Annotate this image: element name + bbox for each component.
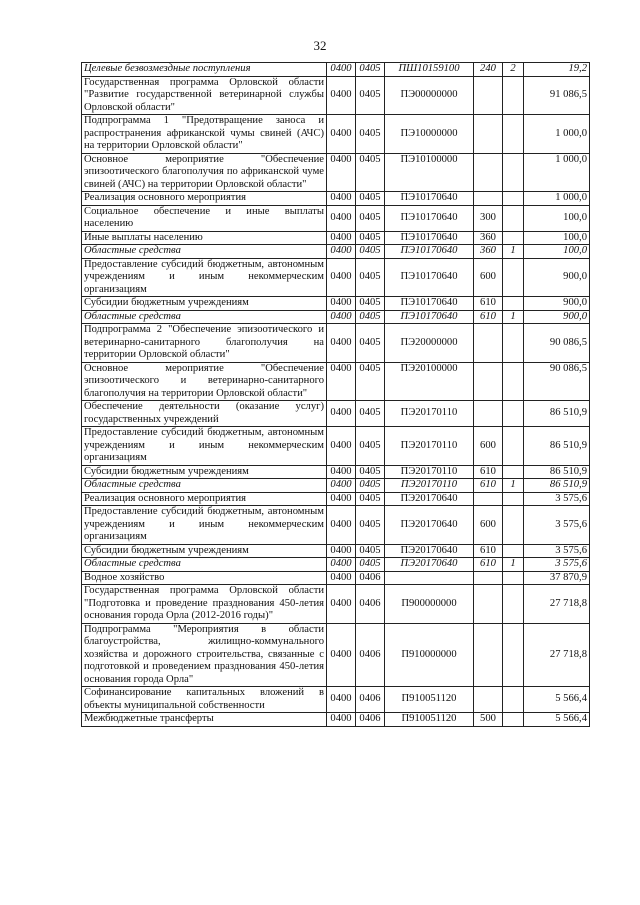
- funding-group-cell: [503, 687, 524, 713]
- expense-type-cell: [474, 153, 503, 192]
- table-row: [82, 401, 590, 427]
- table-row: [82, 492, 590, 506]
- amount-cell: 86 510,9: [524, 479, 590, 493]
- row-name-cell: Софинансирование капитальных вложений в объекты муниципальной собственности: [82, 687, 327, 713]
- table-row: [82, 324, 590, 363]
- row-name-cell: Реализация основного мероприятия: [82, 192, 327, 206]
- expense-type-cell: [474, 687, 503, 713]
- funding-group-cell: [503, 544, 524, 558]
- target-article-cell: ПЭ20170640: [385, 506, 474, 545]
- expense-type-cell: [474, 76, 503, 115]
- amount-cell: 1 000,0: [524, 115, 590, 154]
- table-row: [82, 427, 590, 466]
- target-article-cell: ПЭ20170110: [385, 427, 474, 466]
- target-article-cell: [385, 571, 474, 585]
- subsection-code-cell: 0405: [356, 492, 385, 506]
- expense-type-cell: 240: [474, 63, 503, 77]
- target-article-cell: ПЭ20000000: [385, 324, 474, 363]
- section-code-cell: 0400: [327, 713, 356, 727]
- table-row: [82, 63, 590, 77]
- table-row: [82, 544, 590, 558]
- subsection-code-cell: 0405: [356, 479, 385, 493]
- target-article-cell: ПЭ10170640: [385, 245, 474, 259]
- table-row: [82, 571, 590, 585]
- subsection-code-cell: 0405: [356, 506, 385, 545]
- funding-group-cell: 1: [503, 558, 524, 572]
- expense-type-cell: [474, 115, 503, 154]
- table-row: [82, 192, 590, 206]
- expense-type-cell: 600: [474, 506, 503, 545]
- funding-group-cell: 1: [503, 479, 524, 493]
- section-code-cell: 0400: [327, 465, 356, 479]
- expense-type-cell: 600: [474, 258, 503, 297]
- amount-cell: 900,0: [524, 297, 590, 311]
- funding-group-cell: [503, 713, 524, 727]
- subsection-code-cell: 0405: [356, 465, 385, 479]
- subsection-code-cell: 0406: [356, 571, 385, 585]
- amount-cell: 900,0: [524, 258, 590, 297]
- row-name-cell: Субсидии бюджетным учреждениям: [82, 297, 327, 311]
- target-article-cell: ПЭ20100000: [385, 362, 474, 401]
- funding-group-cell: [503, 362, 524, 401]
- subsection-code-cell: 0406: [356, 713, 385, 727]
- amount-cell: 100,0: [524, 205, 590, 231]
- expense-type-cell: 610: [474, 465, 503, 479]
- table-row: [82, 713, 590, 727]
- target-article-cell: ПЭ10170640: [385, 258, 474, 297]
- section-code-cell: 0400: [327, 492, 356, 506]
- table-row: [82, 245, 590, 259]
- table-row: [82, 479, 590, 493]
- section-code-cell: 0400: [327, 558, 356, 572]
- amount-cell: 100,0: [524, 231, 590, 245]
- table-row: [82, 362, 590, 401]
- expense-type-cell: [474, 362, 503, 401]
- table-row: [82, 153, 590, 192]
- target-article-cell: ПЭ10170640: [385, 231, 474, 245]
- subsection-code-cell: 0405: [356, 324, 385, 363]
- expense-type-cell: [474, 324, 503, 363]
- funding-group-cell: [503, 76, 524, 115]
- target-article-cell: ПЭ10170640: [385, 297, 474, 311]
- amount-cell: 3 575,6: [524, 558, 590, 572]
- table-row: [82, 76, 590, 115]
- subsection-code-cell: 0405: [356, 427, 385, 466]
- target-article-cell: П910051120: [385, 713, 474, 727]
- subsection-code-cell: 0405: [356, 192, 385, 206]
- amount-cell: 86 510,9: [524, 427, 590, 466]
- page-number: 32: [313, 38, 327, 53]
- row-name-cell: Областные средства: [82, 558, 327, 572]
- funding-group-cell: [503, 585, 524, 624]
- amount-cell: 37 870,9: [524, 571, 590, 585]
- section-code-cell: 0400: [327, 687, 356, 713]
- row-name-cell: Областные средства: [82, 479, 327, 493]
- subsection-code-cell: 0405: [356, 558, 385, 572]
- funding-group-cell: [503, 258, 524, 297]
- subsection-code-cell: 0405: [356, 297, 385, 311]
- expense-type-cell: 360: [474, 231, 503, 245]
- section-code-cell: 0400: [327, 245, 356, 259]
- section-code-cell: 0400: [327, 115, 356, 154]
- expense-type-cell: 610: [474, 544, 503, 558]
- row-name-cell: Подпрограмма 1 "Предотвращение заноса и распространения африканской чумы свиней (АЧС) на территории Орловской области": [82, 115, 327, 154]
- expense-type-cell: [474, 571, 503, 585]
- section-code-cell: 0400: [327, 63, 356, 77]
- row-name-cell: Иные выплаты населению: [82, 231, 327, 245]
- amount-cell: 90 086,5: [524, 324, 590, 363]
- section-code-cell: 0400: [327, 544, 356, 558]
- section-code-cell: 0400: [327, 401, 356, 427]
- subsection-code-cell: 0405: [356, 231, 385, 245]
- row-name-cell: Предоставление субсидий бюджетным, автономным учреждениям и иным некоммерческим организациям: [82, 506, 327, 545]
- section-code-cell: 0400: [327, 192, 356, 206]
- amount-cell: 27 718,8: [524, 585, 590, 624]
- expense-type-cell: [474, 492, 503, 506]
- row-name-cell: Предоставление субсидий бюджетным, автономным учреждениям и иным некоммерческим организациям: [82, 427, 327, 466]
- funding-group-cell: [503, 115, 524, 154]
- section-code-cell: 0400: [327, 76, 356, 115]
- funding-group-cell: [503, 153, 524, 192]
- expense-type-cell: [474, 585, 503, 624]
- target-article-cell: ПЭ20170110: [385, 465, 474, 479]
- row-name-cell: Предоставление субсидий бюджетным, автономным учреждениям и иным некоммерческим организациям: [82, 258, 327, 297]
- table-row: [82, 310, 590, 324]
- expense-type-cell: 300: [474, 205, 503, 231]
- target-article-cell: П910000000: [385, 623, 474, 687]
- section-code-cell: 0400: [327, 310, 356, 324]
- target-article-cell: ПЭ00000000: [385, 76, 474, 115]
- table-row: [82, 687, 590, 713]
- amount-cell: 5 566,4: [524, 687, 590, 713]
- target-article-cell: ПЭ20170640: [385, 492, 474, 506]
- subsection-code-cell: 0405: [356, 205, 385, 231]
- funding-group-cell: [503, 192, 524, 206]
- expense-type-cell: 360: [474, 245, 503, 259]
- amount-cell: 27 718,8: [524, 623, 590, 687]
- target-article-cell: П900000000: [385, 585, 474, 624]
- table-row: [82, 585, 590, 624]
- amount-cell: 19,2: [524, 63, 590, 77]
- table-row: [82, 205, 590, 231]
- row-name-cell: Субсидии бюджетным учреждениям: [82, 544, 327, 558]
- expense-type-cell: [474, 623, 503, 687]
- row-name-cell: Обеспечение деятельности (оказание услуг) государственных учреждений: [82, 401, 327, 427]
- amount-cell: 86 510,9: [524, 465, 590, 479]
- target-article-cell: ПШ10159100: [385, 63, 474, 77]
- section-code-cell: 0400: [327, 324, 356, 363]
- funding-group-cell: [503, 231, 524, 245]
- funding-group-cell: [503, 401, 524, 427]
- funding-group-cell: [503, 297, 524, 311]
- row-name-cell: Подпрограмма 2 "Обеспечение эпизоотического и ветеринарно-санитарного благополучия на территории Орловской области": [82, 324, 327, 363]
- expense-type-cell: [474, 401, 503, 427]
- row-name-cell: Основное мероприятие "Обеспечение эпизоотического благополучия по африканской чуме свиней (АЧС) на территории Орловской области": [82, 153, 327, 192]
- target-article-cell: ПЭ20170110: [385, 479, 474, 493]
- funding-group-cell: [503, 324, 524, 363]
- table-row: [82, 258, 590, 297]
- amount-cell: 900,0: [524, 310, 590, 324]
- section-code-cell: 0400: [327, 427, 356, 466]
- target-article-cell: ПЭ20170640: [385, 544, 474, 558]
- row-name-cell: Подпрограмма "Мероприятия в области благоустройства, жилищно-коммунального хозяйства и дорожного строительства, связанные с подготовкой и проведением празднования 450-летия основания города Орла": [82, 623, 327, 687]
- subsection-code-cell: 0405: [356, 362, 385, 401]
- row-name-cell: Социальное обеспечение и иные выплаты населению: [82, 205, 327, 231]
- section-code-cell: 0400: [327, 585, 356, 624]
- subsection-code-cell: 0405: [356, 310, 385, 324]
- subsection-code-cell: 0405: [356, 245, 385, 259]
- row-name-cell: Государственная программа Орловской области "Развитие государственной ветеринарной службы Орловской области": [82, 76, 327, 115]
- section-code-cell: 0400: [327, 153, 356, 192]
- subsection-code-cell: 0405: [356, 258, 385, 297]
- expense-type-cell: 500: [474, 713, 503, 727]
- subsection-code-cell: 0405: [356, 76, 385, 115]
- amount-cell: 5 566,4: [524, 713, 590, 727]
- row-name-cell: Целевые безвозмездные поступления: [82, 63, 327, 77]
- target-article-cell: П910051120: [385, 687, 474, 713]
- subsection-code-cell: 0406: [356, 585, 385, 624]
- row-name-cell: Основное мероприятие "Обеспечение эпизоотического и ветеринарно-санитарного благополучия на территории Орловской области": [82, 362, 327, 401]
- target-article-cell: ПЭ20170640: [385, 558, 474, 572]
- funding-group-cell: [503, 205, 524, 231]
- funding-group-cell: [503, 506, 524, 545]
- amount-cell: 86 510,9: [524, 401, 590, 427]
- funding-group-cell: [503, 427, 524, 466]
- section-code-cell: 0400: [327, 231, 356, 245]
- funding-group-cell: 2: [503, 63, 524, 77]
- row-name-cell: Водное хозяйство: [82, 571, 327, 585]
- section-code-cell: 0400: [327, 205, 356, 231]
- row-name-cell: Субсидии бюджетным учреждениям: [82, 465, 327, 479]
- section-code-cell: 0400: [327, 258, 356, 297]
- funding-group-cell: [503, 571, 524, 585]
- expense-type-cell: 610: [474, 297, 503, 311]
- table-row: [82, 558, 590, 572]
- section-code-cell: 0400: [327, 297, 356, 311]
- section-code-cell: 0400: [327, 479, 356, 493]
- row-name-cell: Областные средства: [82, 310, 327, 324]
- target-article-cell: ПЭ10170640: [385, 205, 474, 231]
- row-name-cell: Межбюджетные трансферты: [82, 713, 327, 727]
- table-row: [82, 115, 590, 154]
- expense-type-cell: [474, 192, 503, 206]
- expense-type-cell: 610: [474, 558, 503, 572]
- funding-group-cell: [503, 465, 524, 479]
- budget-table-body: [82, 63, 590, 727]
- subsection-code-cell: 0405: [356, 63, 385, 77]
- row-name-cell: Государственная программа Орловской области "Подготовка и проведение празднования 450-летия основания города Орла (2012-2016 годы)": [82, 585, 327, 624]
- row-name-cell: Реализация основного мероприятия: [82, 492, 327, 506]
- amount-cell: 91 086,5: [524, 76, 590, 115]
- funding-group-cell: 1: [503, 310, 524, 324]
- expense-type-cell: 600: [474, 427, 503, 466]
- amount-cell: 3 575,6: [524, 506, 590, 545]
- target-article-cell: ПЭ10170640: [385, 192, 474, 206]
- amount-cell: 1 000,0: [524, 192, 590, 206]
- subsection-code-cell: 0406: [356, 687, 385, 713]
- amount-cell: 100,0: [524, 245, 590, 259]
- amount-cell: 1 000,0: [524, 153, 590, 192]
- amount-cell: 3 575,6: [524, 492, 590, 506]
- subsection-code-cell: 0406: [356, 623, 385, 687]
- target-article-cell: ПЭ10000000: [385, 115, 474, 154]
- funding-group-cell: 1: [503, 245, 524, 259]
- budget-table: [81, 62, 590, 727]
- target-article-cell: ПЭ10170640: [385, 310, 474, 324]
- table-row: [82, 231, 590, 245]
- row-name-cell: Областные средства: [82, 245, 327, 259]
- table-row: [82, 297, 590, 311]
- funding-group-cell: [503, 623, 524, 687]
- section-code-cell: 0400: [327, 623, 356, 687]
- section-code-cell: 0400: [327, 362, 356, 401]
- target-article-cell: ПЭ20170110: [385, 401, 474, 427]
- section-code-cell: 0400: [327, 506, 356, 545]
- subsection-code-cell: 0405: [356, 544, 385, 558]
- subsection-code-cell: 0405: [356, 115, 385, 154]
- table-row: [82, 506, 590, 545]
- expense-type-cell: 610: [474, 479, 503, 493]
- table-row: [82, 465, 590, 479]
- subsection-code-cell: 0405: [356, 153, 385, 192]
- funding-group-cell: [503, 492, 524, 506]
- table-row: [82, 623, 590, 687]
- amount-cell: 90 086,5: [524, 362, 590, 401]
- amount-cell: 3 575,6: [524, 544, 590, 558]
- target-article-cell: ПЭ10100000: [385, 153, 474, 192]
- section-code-cell: 0400: [327, 571, 356, 585]
- subsection-code-cell: 0405: [356, 401, 385, 427]
- expense-type-cell: 610: [474, 310, 503, 324]
